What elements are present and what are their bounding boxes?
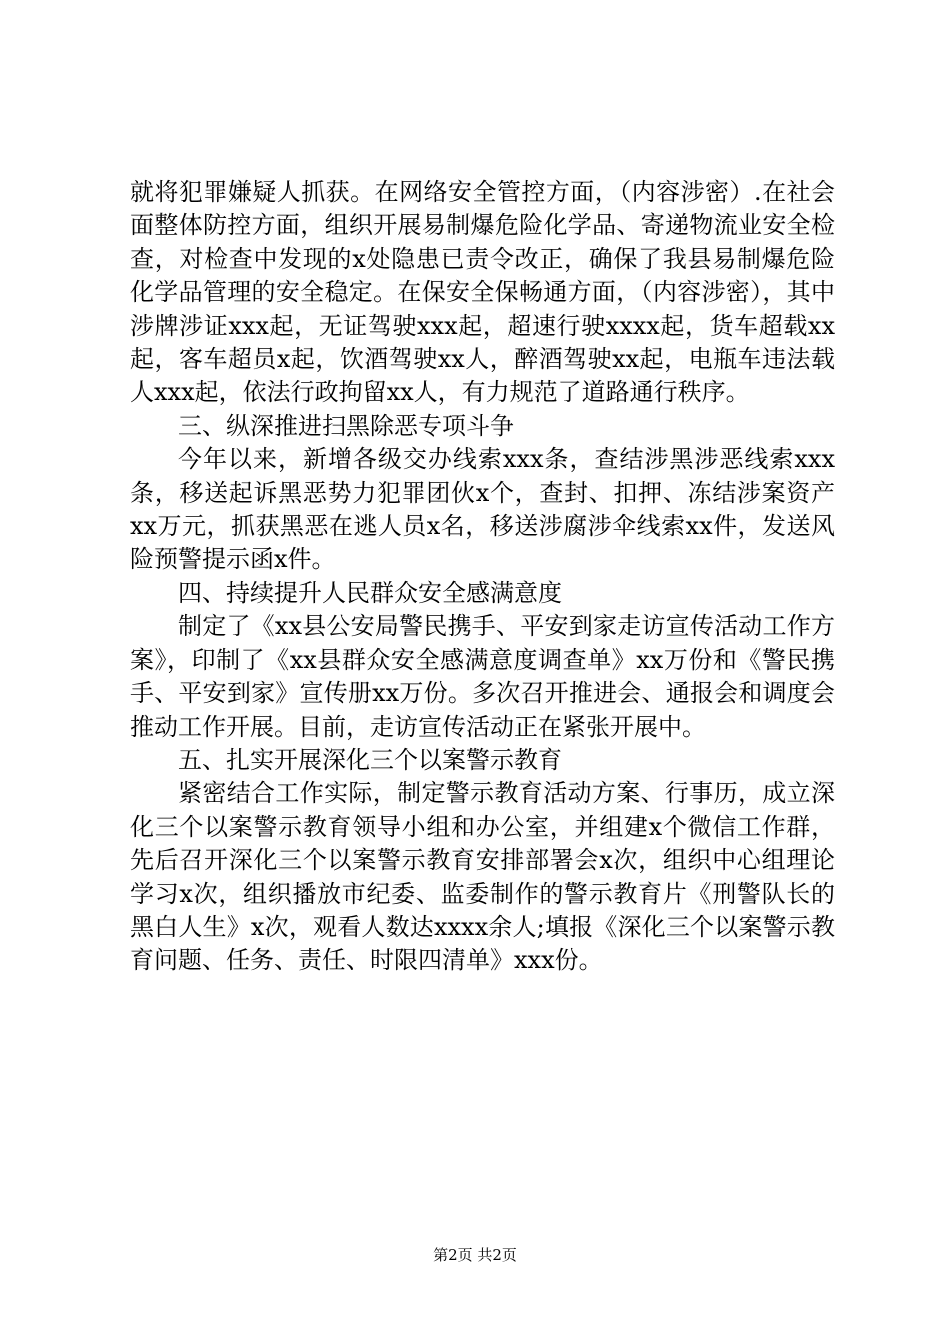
paragraph-public-satisfaction: 制定了《xx县公安局警民携手、平安到家走访宣传活动工作方案》，印制了《xx县群众安全感满意度调查单》xx万份和《警民携手、平安到家》宣传册xx万份。多次召开推进会、通报会和调度会推动工作开展。目前，走访宣传活动正在紧张开展中。 [130,612,835,741]
section-heading-anti-crime: 三、纵深推进扫黑除恶专项斗争 [178,411,514,440]
page-number-footer: 第2页 共2页 [433,1246,517,1264]
document-body [130,176,835,978]
paragraph-public-security-control: 就将犯罪嫌疑人抓获。在网络安全管控方面，（内容涉密）.在社会面整体防控方面，组织开展易制爆危险化学品、寄递物流业安全检查，对检查中发现的x处隐患已责令改正，确保了我县易制爆危险化学品管理的安全稳定。在保安全保畅通方面，（内容涉密），其中涉牌涉证xxx起，无证驾驶xxx起，超速行驶xxxx起，货车超载xx起，客车超员x起，饮酒驾驶xx人，醉酒驾驶xx起，电瓶车违法载人xxx起，依法行政拘留xx人，有力规范了道路通行秩序。 [130,178,835,407]
section-heading-public-satisfaction: 四、持续提升人民群众安全感满意度 [178,578,562,607]
section-heading-warning-education: 五、扎实开展深化三个以案警示教育 [178,745,562,774]
paragraph-warning-education: 紧密结合工作实际，制定警示教育活动方案、行事历，成立深化三个以案警示教育领导小组和办公室，并组建x个微信工作群，先后召开深化三个以案警示教育安排部署会x次，组织中心组理论学习x次，组织播放市纪委、监委制作的警示教育片《刑警队长的黑白人生》x次，观看人数达xxxx余人;填报《深化三个以案警示教育问题、任务、责任、时限四清单》xxx份。 [130,779,835,975]
paragraph-anti-crime: 今年以来，新增各级交办线索xxx条，查结涉黑涉恶线索xxx条，移送起诉黑恶势力犯罪团伙x个，查封、扣押、冻结涉案资产xx万元，抓获黑恶在逃人员x名，移送涉腐涉伞线索xx件，发送风险预警提示函x件。 [130,445,835,574]
